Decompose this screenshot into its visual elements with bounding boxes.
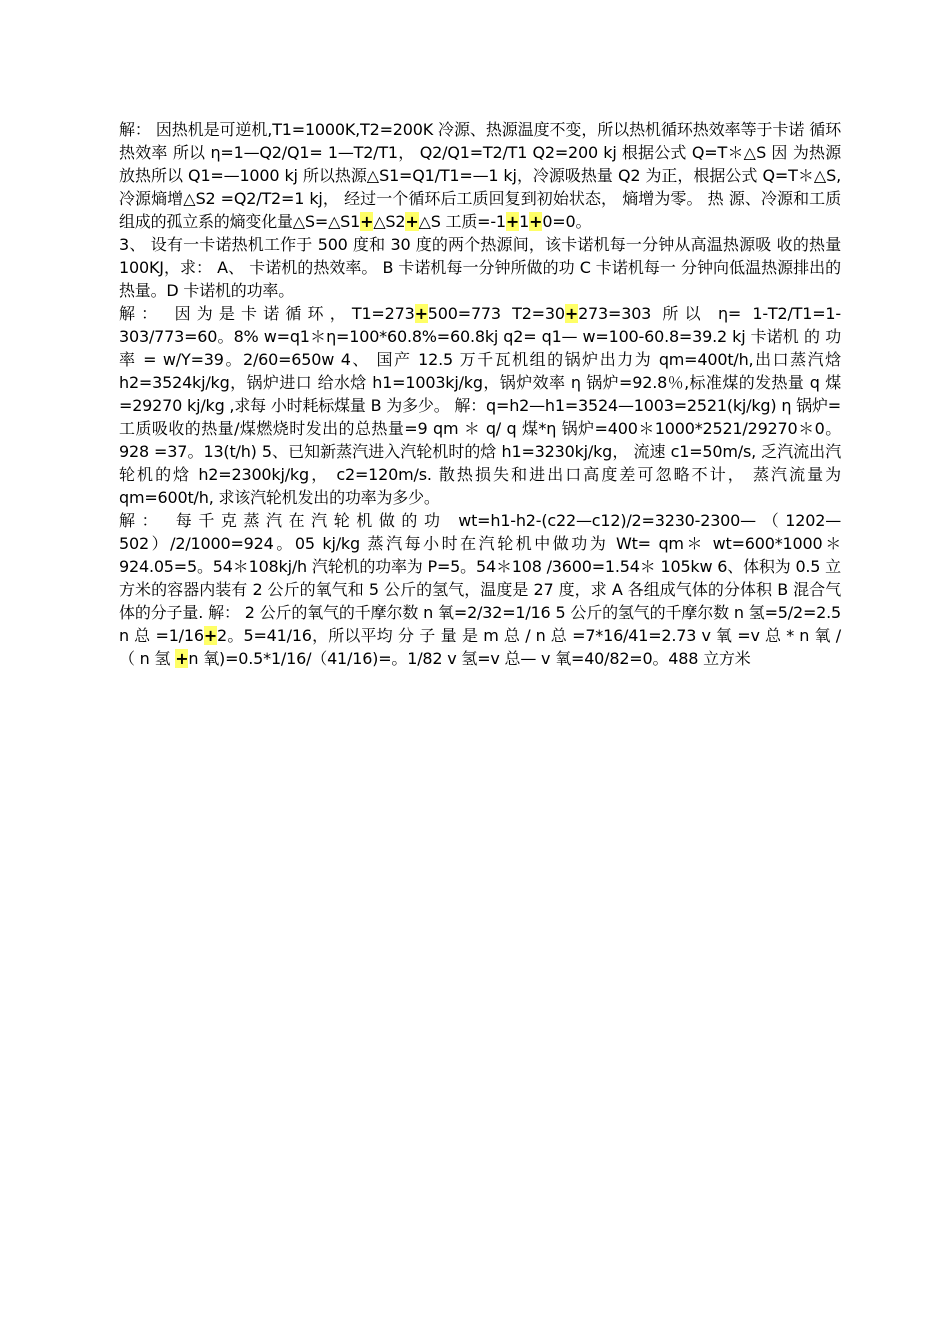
document-body [119,118,841,670]
highlighted-plus-sign: + [360,212,374,231]
text-run: △S2 [373,212,406,231]
text-run: 解： 因为是卡诺循环，T1=273 [119,304,415,323]
highlighted-plus-sign: + [405,212,419,231]
text-run: △S 工质=-1 [418,212,506,231]
text-run: 1 [519,212,530,231]
highlighted-plus-sign: + [505,212,520,231]
text-run: 273=303 所以 η= 1-T2/T1=1-303/773=60。8% w=q1＊η=100*60.8%=60.8kj q2= q1— w=100-60.8=39.2 kj 卡诺机 的 功 率 = w/Y=39。2/60=650w 4、 国产 12.5 万千瓦机组的锅炉出力为 qm=400t/h,出口蒸汽焓 h2=3524kj/kg，锅炉进口 给水焓 h1=1003kj/kg，锅炉效率 η 锅炉=92.8％,标准煤的发热量 q 煤=29270 kj/kg ,求每 小时耗标煤量 B 为多少。 解：q=h2—h1=3524—1003=2521(kj/kg) η 锅炉=工质吸收的热量/煤燃烧时发出的总热量=9 qm ＊ q/ q 煤*η 锅炉=400＊1000*2521/29270＊0。928 =37。13(t/h) 5、已知新蒸汽进入汽轮机时的焓 h1=3230kj/kg， 流速 c1=50m/s, 乏汽流出汽轮机的焓 h2=2300kj/kg， c2=120m/s. 散热损失和进出口高度差可忽略不计， 蒸汽流量为 qm=600t/h, 求该汽轮机发出的功率为多少。 [119,304,841,507]
text-run: 3、 设有一卡诺热机工作于 500 度和 30 度的两个热源间，该卡诺机每一分钟从高温热源吸 收的热量 100KJ，求： A、 卡诺机的热效率。 B 卡诺机每一分钟所做的功 C 卡诺机每一 分钟向低温热源排出的热量。D 卡诺机的功率。 [119,235,841,300]
text-run: 0=0。 [542,212,592,231]
text-run: 2。5=41/16，所以平均 分 子 量 是 m 总 / n 总 =7*16/41=2.73 v 氧 =v 总 * n 氧 / （ n 氢 [119,626,841,668]
paragraph-3 [119,302,841,509]
highlighted-plus-sign: + [175,649,189,668]
paragraph-4 [119,509,841,670]
paragraph-1 [119,118,841,233]
text-run: 500=773 T2=30 [427,304,565,323]
text-run: 解： 因热机是可逆机,T1=1000K,T2=200K 冷源、热源温度不变，所以热机循环热效率等于卡诺 循环热效率 所以 η=1—Q2/Q1= 1—T2/T1， Q2/Q1=T2/T1 Q2=200 kj 根据公式 Q=T＊△S 因 为热源放热所以 Q1=—1000 kj 所以热源△S1=Q1/T1=—1 kj，冷源吸热量 Q2 为正，根据公式 Q=T＊△S, 冷源熵增△S2 =Q2/T2=1 kj， 经过一个循环后工质回复到初始状态， 熵增为零。 热 源、冷源和工质组成的孤立系的熵变化量△S=△S1 [119,120,841,231]
highlighted-plus-sign: + [564,304,579,323]
highlighted-plus-sign: + [414,304,428,323]
paragraph-2 [119,233,841,302]
highlighted-plus-sign: + [203,626,218,645]
text-run: n 氧)=0.5*1/16/（41/16)=。1/82 v 氢=v 总— v 氧=40/82=0。488 立方米 [188,649,751,668]
highlighted-plus-sign: + [529,212,543,231]
text-run: 解： 每千克蒸汽在汽轮机做的功 wt=h1-h2-(c22—c12)/2=3230-2300—（1202—502）/2/1000=924。05 kj/kg 蒸汽每小时在汽轮机中做功为 Wt= qm＊ wt=600*1000＊924.05=5。54＊108kj/h 汽轮机的功率为 P=5。54＊108 /3600=1.54＊ 105kw 6、体积为 0.5 立方米的容器内装有 2 公斤的氧气和 5 公斤的氢气，温度是 27 度，求 A 各组成气体的分体积 B 混合气体的分子量. 解： 2 公斤的氧气的千摩尔数 n 氧=2/32=1/16 5 公斤的氢气的千摩尔数 n 氢=5/2=2.5 n 总 =1/16 [119,511,841,645]
